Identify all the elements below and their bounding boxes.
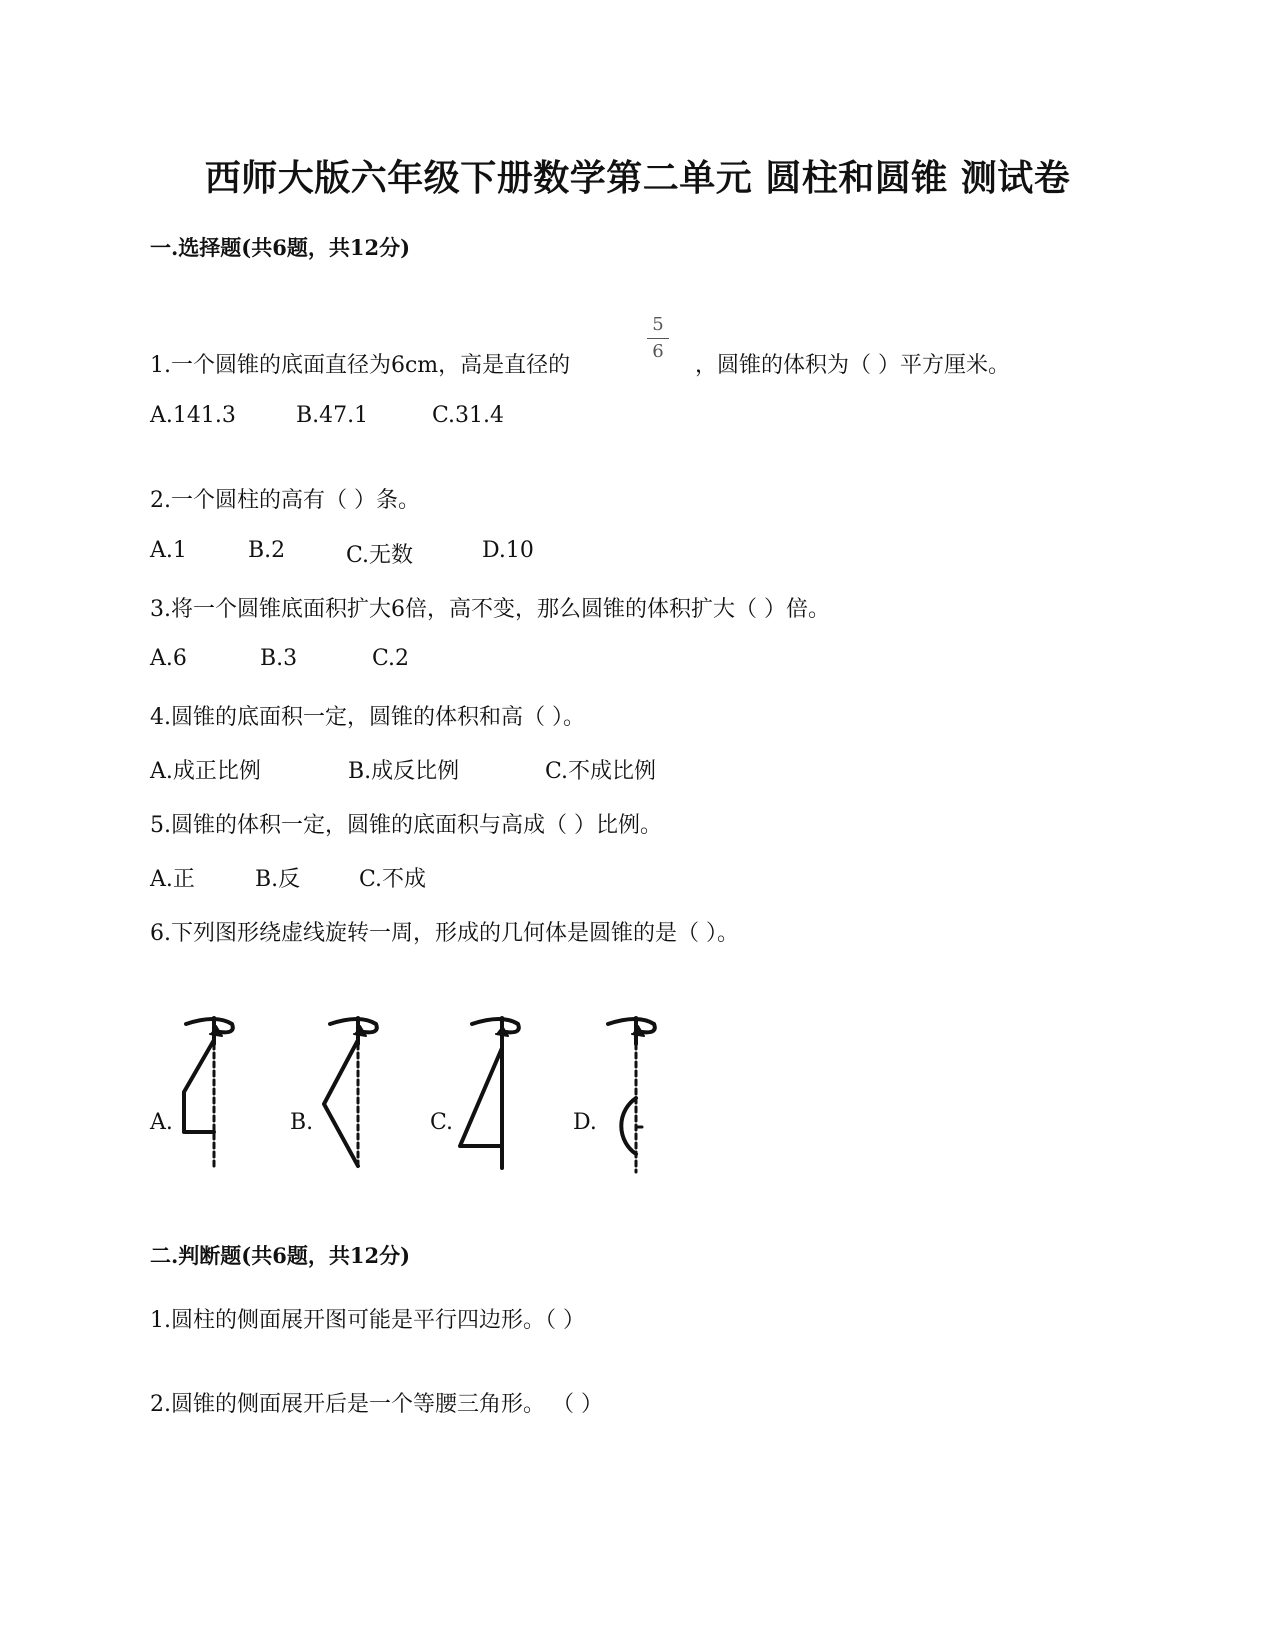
rotation-figures-svg (150, 1000, 710, 1190)
q4-option-b: B.成反比例 (348, 759, 460, 784)
q1-option-c: C.31.4 (432, 403, 505, 428)
question-5-stem: 5.圆锥的体积一定，圆锥的底面积与高成（ ）比例。 (150, 813, 662, 838)
q4-option-a: A.成正比例 (150, 759, 261, 784)
question-1-stem: 1.一个圆锥的底面直径为6cm，高是直径的 (150, 353, 571, 378)
q6-option-d: D. (573, 1110, 597, 1135)
question-2-stem: 2.一个圆柱的高有（ ）条。 (150, 488, 420, 513)
section-heading-judgement: 二.判断题(共6题，共12分) (150, 1243, 411, 1268)
q2-option-a: A.1 (150, 538, 187, 563)
section-heading-choice: 一.选择题(共6题，共12分) (150, 235, 411, 260)
page-title: 西师大版六年级下册数学第二单元 圆柱和圆锥 测试卷 (204, 157, 1071, 199)
q1-option-a: A.141.3 (150, 403, 236, 428)
fraction-five-sixths (647, 314, 669, 363)
rotation-figures (150, 1000, 710, 1190)
figure-a-shape (184, 1018, 233, 1132)
q2-option-c: C.无数 (346, 543, 414, 568)
q3-option-a: A.6 (150, 646, 187, 671)
question-6-stem: 6.下列图形绕虚线旋转一周，形成的几何体是圆锥的是（ ）。 (150, 921, 739, 946)
q3-option-c: C.2 (372, 646, 410, 671)
q5-option-a: A.正 (150, 867, 195, 892)
fraction-denominator: 6 (652, 341, 664, 362)
figure-b-shape (324, 1018, 377, 1166)
q5-option-b: B.反 (255, 867, 301, 892)
fraction-bar (647, 338, 669, 339)
figure-c-shape (460, 1018, 519, 1168)
q5-option-c: C.不成 (359, 867, 427, 892)
fraction-numerator: 5 (652, 314, 664, 335)
question-4-stem: 4.圆锥的底面积一定，圆锥的体积和高（ ）。 (150, 705, 585, 730)
q6-option-a: A. (150, 1110, 173, 1135)
judgement-2-stem: 2.圆锥的侧面展开后是一个等腰三角形。 （ ） (150, 1392, 603, 1417)
judgement-1-stem: 1.圆柱的侧面展开图可能是平行四边形。（ ） (150, 1308, 585, 1333)
q6-option-c: C. (430, 1110, 454, 1135)
q2-option-b: B.2 (248, 538, 286, 563)
question-3-stem: 3.将一个圆锥底面积扩大6倍，高不变，那么圆锥的体积扩大（ ）倍。 (150, 597, 830, 622)
q4-option-c: C.不成比例 (545, 759, 657, 784)
q2-option-d: D.10 (482, 538, 534, 563)
q3-option-b: B.3 (260, 646, 298, 671)
q6-option-b: B. (290, 1110, 314, 1135)
figure-d-shape (608, 1018, 655, 1154)
question-1-stem-tail: ，圆锥的体积为（ ）平方厘米。 (695, 353, 1010, 378)
q1-option-b: B.47.1 (296, 403, 369, 428)
